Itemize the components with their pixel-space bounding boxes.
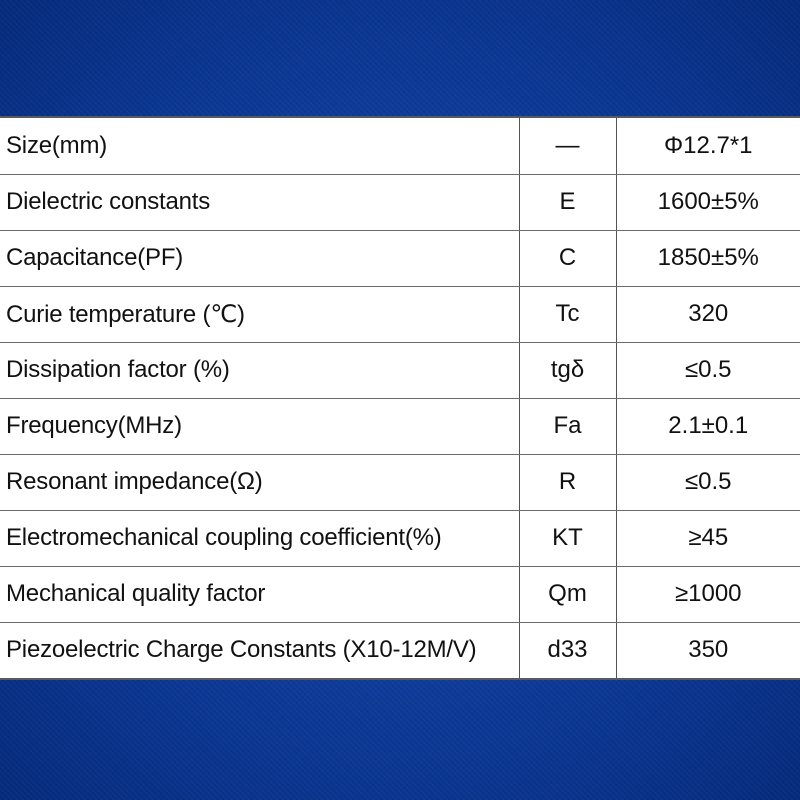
background-bottom-band xyxy=(0,680,800,800)
table-row xyxy=(0,454,800,510)
symbol-cell: Qm xyxy=(519,566,616,622)
parameter-cell: Capacitance(PF) xyxy=(0,230,519,286)
table-row xyxy=(0,174,800,230)
symbol-cell: — xyxy=(519,118,616,174)
value-cell: 1600±5% xyxy=(616,174,800,230)
symbol-cell: Tc xyxy=(519,286,616,342)
symbol-cell: E xyxy=(519,174,616,230)
value-cell: ≥45 xyxy=(616,510,800,566)
parameter-cell: Frequency(MHz) xyxy=(0,398,519,454)
symbol-cell: R xyxy=(519,454,616,510)
parameter-cell: Curie temperature (℃) xyxy=(0,286,519,342)
table-row xyxy=(0,286,800,342)
table-row xyxy=(0,398,800,454)
value-cell: ≤0.5 xyxy=(616,342,800,398)
value-cell: 2.1±0.1 xyxy=(616,398,800,454)
symbol-cell: Fa xyxy=(519,398,616,454)
table-row xyxy=(0,118,800,174)
parameter-cell: Electromechanical coupling coefficient(%) xyxy=(0,510,519,566)
parameter-cell: Piezoelectric Charge Constants (X10-12M/V) xyxy=(6,636,477,664)
symbol-cell: tgδ xyxy=(519,342,616,398)
value-cell: ≤0.5 xyxy=(616,454,800,510)
specifications-table xyxy=(0,116,800,680)
value-cell: ≥1000 xyxy=(616,566,800,622)
table-row xyxy=(0,230,800,286)
table-row xyxy=(0,566,800,622)
table-row xyxy=(0,342,800,398)
value-cell: Φ12.7*1 xyxy=(616,118,800,174)
background-top-band xyxy=(0,0,800,116)
parameter-cell: Resonant impedance(Ω) xyxy=(0,454,519,510)
table-row xyxy=(0,510,800,566)
value-cell: 320 xyxy=(616,286,800,342)
parameter-cell: Size(mm) xyxy=(0,118,519,174)
value-cell: 1850±5% xyxy=(616,230,800,286)
parameter-cell: Dissipation factor (%) xyxy=(0,342,519,398)
symbol-cell: C xyxy=(519,230,616,286)
value-cell: 350 xyxy=(616,622,800,678)
spec-grid xyxy=(0,118,800,678)
table-row xyxy=(0,622,800,678)
parameter-cell: Dielectric constants xyxy=(0,174,519,230)
parameter-cell: Mechanical quality factor xyxy=(0,566,519,622)
symbol-cell: d33 xyxy=(519,622,616,678)
symbol-cell: KT xyxy=(519,510,616,566)
